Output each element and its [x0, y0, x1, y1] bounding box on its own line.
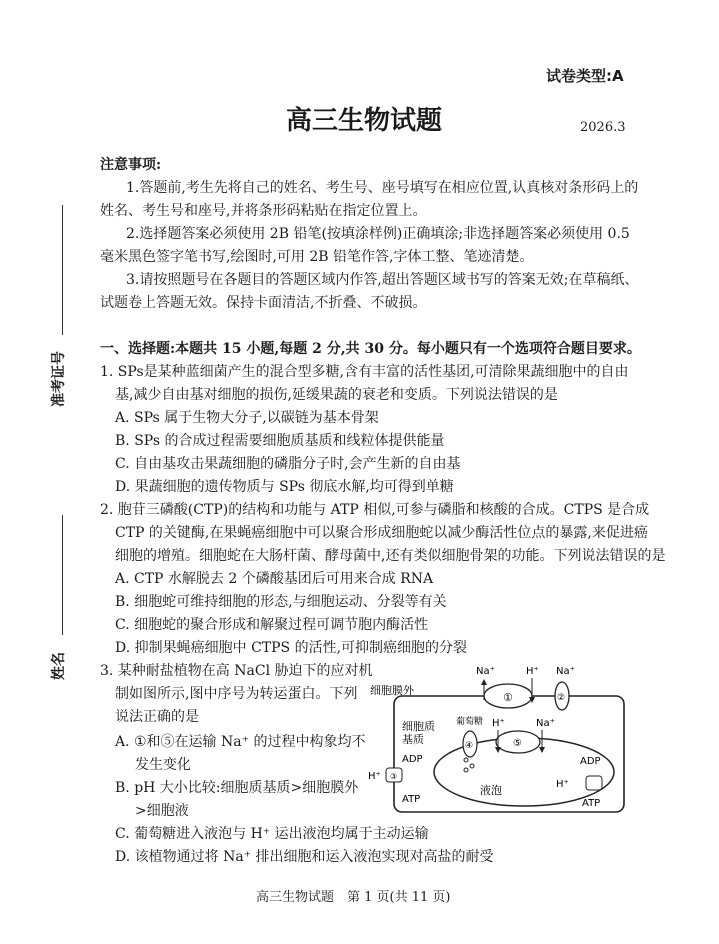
exam-number-label: 准考证号 [51, 351, 67, 407]
h-out-1: H⁺ [526, 666, 539, 677]
binding-rule-top [62, 205, 63, 335]
paper-type: 试卷类型:A [546, 67, 624, 85]
name-label: 姓名 [51, 652, 67, 680]
notice-line: 2.选择题答案必须使用 2B 铅笔(按填涂样例)正确填涂;非选择题答案必须使用 0.5 [126, 226, 630, 242]
notice-line: 毫米黑色签字笔书写,绘图时,可用 2B 铅笔作答,字体工整、笔迹清楚。 [100, 249, 534, 265]
exam-date: 2026.3 [580, 120, 626, 135]
transporter-4-label: ④ [465, 741, 474, 751]
transporter-5-label: ⑤ [513, 738, 522, 749]
q1-stem: 1. SPs是某种蓝细菌产生的混合型多糖,含有丰富的活性基团,可清除果蔬细胞中的自由 [100, 364, 629, 380]
q2-option-a: A. CTP 水解脱去 2 个磷酸基团后可用来合成 RNA [115, 571, 434, 587]
q3-option-a-cont: 发生变化 [135, 757, 191, 773]
adp-right: ADP [580, 756, 601, 767]
transporter-2-label: ② [557, 693, 566, 703]
h-right: H⁺ [556, 779, 569, 790]
q1-option-d: D. 果蔬细胞的遗传物质与 SPs 彻底水解,均可得到单糖 [115, 479, 454, 495]
transporter-1-label: ① [503, 691, 513, 704]
transporter-3-label: ③ [390, 772, 398, 781]
q2-stem: CTP 的关键酶,在果蝇癌细胞中可以聚合形成细胞蛇以减少酶活性位点的暴露,来促进癌 [115, 525, 648, 541]
na-out-1: Na⁺ [476, 666, 495, 677]
q2-stem: 细胞的增殖。细胞蛇在大肠杆菌、酵母菌中,还有类似细胞骨架的功能。下列说法错误的是 [115, 548, 666, 564]
outside-label: 细胞膜外 [370, 684, 414, 697]
notice-line: 试题卷上答题无效。保持卡面清洁,不折叠、不破损。 [100, 295, 427, 311]
cytosol-label-2: 基质 [402, 733, 424, 746]
h-vac: H⁺ [492, 718, 505, 729]
na-out-2: Na⁺ [556, 666, 575, 677]
q2-option-b: B. 细胞蛇可维持细胞的形态,与细胞运动、分裂等有关 [115, 594, 447, 610]
notice-heading: 注意事项: [100, 157, 162, 173]
q3-option-b: B. pH 大小比较:细胞质基质>细胞膜外 [115, 780, 359, 796]
vacuole-pump [586, 776, 602, 790]
na-vac: Na⁺ [536, 718, 555, 729]
binding-rule-middle [62, 515, 63, 635]
page-title: 高三生物试题 [286, 106, 443, 136]
q1-option-a: A. SPs 属于生物大分子,以碳链为基本骨架 [115, 410, 379, 426]
h-left: H⁺ [368, 771, 381, 782]
q3-option-c: C. 葡萄糖进入液泡与 H⁺ 运出液泡均属于主动运输 [115, 826, 429, 842]
q1-stem: 基,减少自由基对细胞的损伤,延缓果蔬的衰老和变质。下列说法错误的是 [115, 387, 558, 403]
q3-option-b-cont: >细胞液 [135, 803, 189, 819]
q2-option-c: C. 细胞蛇的聚合形成和解聚过程可调节胞内酶活性 [115, 617, 429, 633]
atp-right: ATP [582, 798, 601, 809]
atp-left: ATP [402, 794, 421, 805]
notice-line: 1.答题前,考生先将自己的姓名、考生号、座号填写在相应位置,认真核对条形码上的 [126, 180, 639, 196]
q2-option-d: D. 抑制果蝇癌细胞中 CTPS 的活性,可抑制癌细胞的分裂 [115, 640, 468, 656]
q3-stem: 说法正确的是 [115, 709, 199, 725]
transport-diagram [366, 660, 636, 820]
q1-option-c: C. 自由基攻击果蔬细胞的磷脂分子时,会产生新的自由基 [115, 456, 461, 472]
q1-option-b: B. SPs 的合成过程需要细胞质基质和线粒体提供能量 [115, 433, 445, 449]
q3-option-d: D. 该植物通过将 Na⁺ 排出细胞和运入液泡实现对高盐的耐受 [115, 849, 494, 865]
glucose-label: 葡萄糖 [456, 717, 484, 727]
adp-left: ADP [402, 754, 423, 765]
q3-option-a: A. ①和⑤在运输 Na⁺ 的过程中构象均不 [115, 734, 366, 750]
section-heading: 一、选择题:本题共 15 小题,每题 2 分,共 30 分。每小题只有一个选项符合题目要求。 [100, 341, 641, 357]
notice-line: 姓名、考生号和座号,并将条形码粘贴在指定位置上。 [100, 203, 427, 219]
q3-stem: 3. 某种耐盐植物在高 NaCl 胁迫下的应对机 [100, 663, 373, 679]
page-footer: 高三生物试题 第 1 页(共 11 页) [256, 890, 451, 905]
cytosol-label-1: 细胞质 [402, 720, 435, 733]
notice-line: 3.请按照题号在各题目的答题区域内作答,超出答题区域书写的答案无效;在草稿纸、 [126, 272, 639, 288]
q2-stem: 2. 胞苷三磷酸(CTP)的结构和功能与 ATP 相似,可参与磷脂和核酸的合成。CTPS 是合成 [100, 502, 650, 518]
vacuole-label: 液泡 [480, 784, 502, 797]
q3-stem: 制如图所示,图中序号为转运蛋白。下列 [115, 686, 358, 702]
